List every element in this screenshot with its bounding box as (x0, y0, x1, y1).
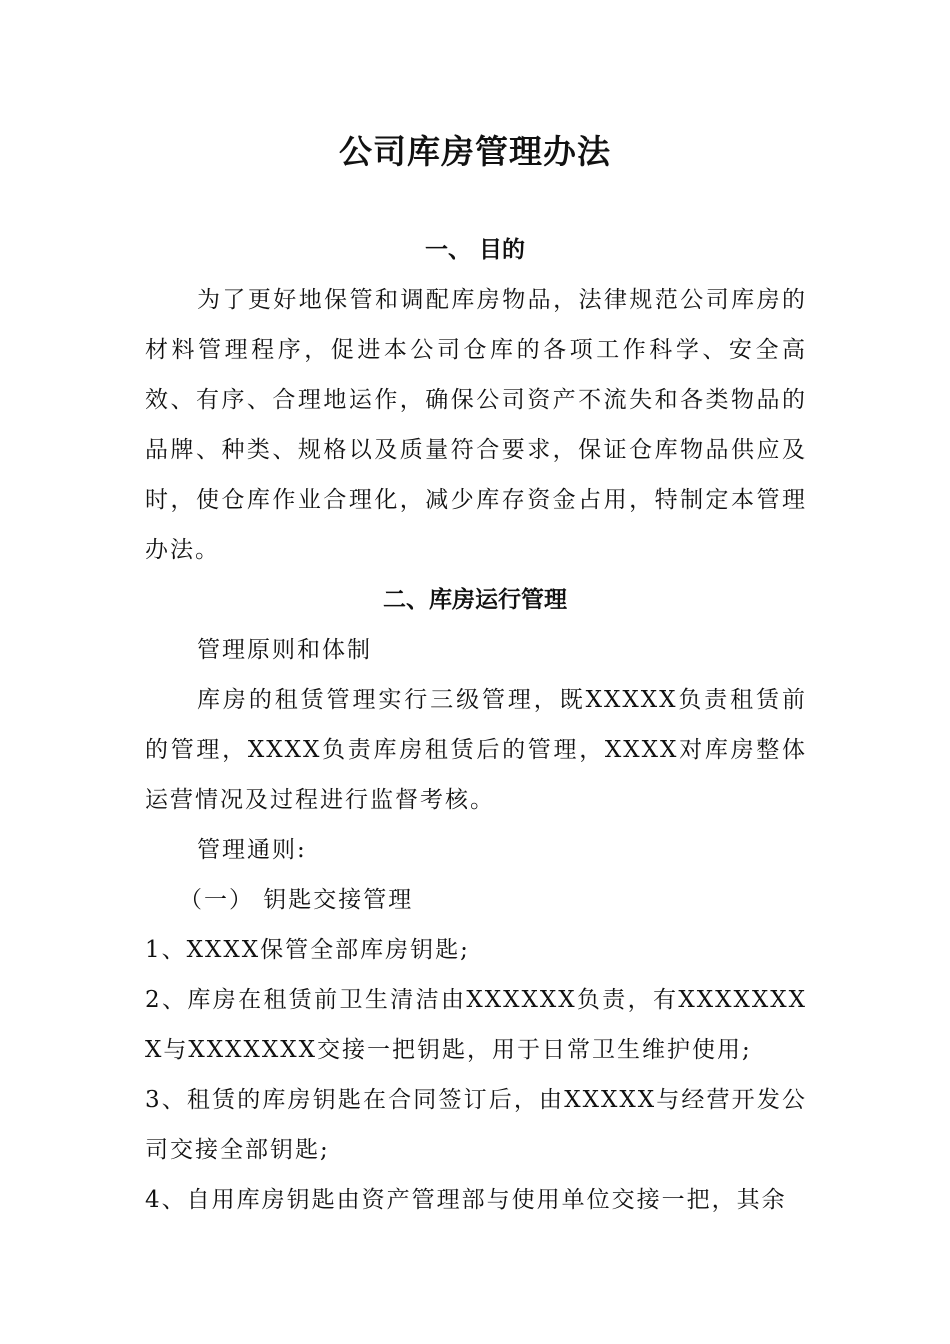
list-item: 2、库房在租赁前卫生清洁由XXXXXX负责，有XXXXXXXX与XXXXXXX交接一把钥匙，用于日常卫生维护使用; (145, 987, 807, 1063)
general-rules-label: 管理通则: (197, 837, 307, 863)
list-item: 3、租赁的库房钥匙在合同签订后，由XXXXX与经营开发公司交接全部钥匙; (145, 1087, 807, 1163)
list-item: 1、XXXX保管全部库房钥匙; (145, 937, 470, 963)
key-handover-heading: （一） 钥匙交接管理 (179, 887, 414, 913)
section-heading-warehouse-operation: 二、库房运行管理 (383, 587, 567, 613)
list-item: 4、自用库房钥匙由资产管理部与使用单位交接一把，其余 (145, 1187, 787, 1213)
management-principle-title: 管理原则和体制 (197, 637, 372, 663)
section-heading-purpose: 一、 目的 (424, 237, 525, 263)
management-principle-paragraph: 库房的租赁管理实行三级管理，既XXXXX负责租赁前的管理，XXXX负责库房租赁后的管理，XXXX对库房整体运营情况及过程进行监督考核。 (145, 687, 807, 813)
document-title: 公司库房管理办法 (339, 132, 611, 171)
purpose-paragraph: 为了更好地保管和调配库房物品，法律规范公司库房的材料管理程序，促进本公司仓库的各项工作科学、安全高效、有序、合理地运作，确保公司资产不流失和各类物品的品牌、种类、规格以及质量符合要求，保证仓库物品供应及时，使仓库作业合理化，减少库存资金占用，特制定本管理办法。 (145, 287, 807, 563)
